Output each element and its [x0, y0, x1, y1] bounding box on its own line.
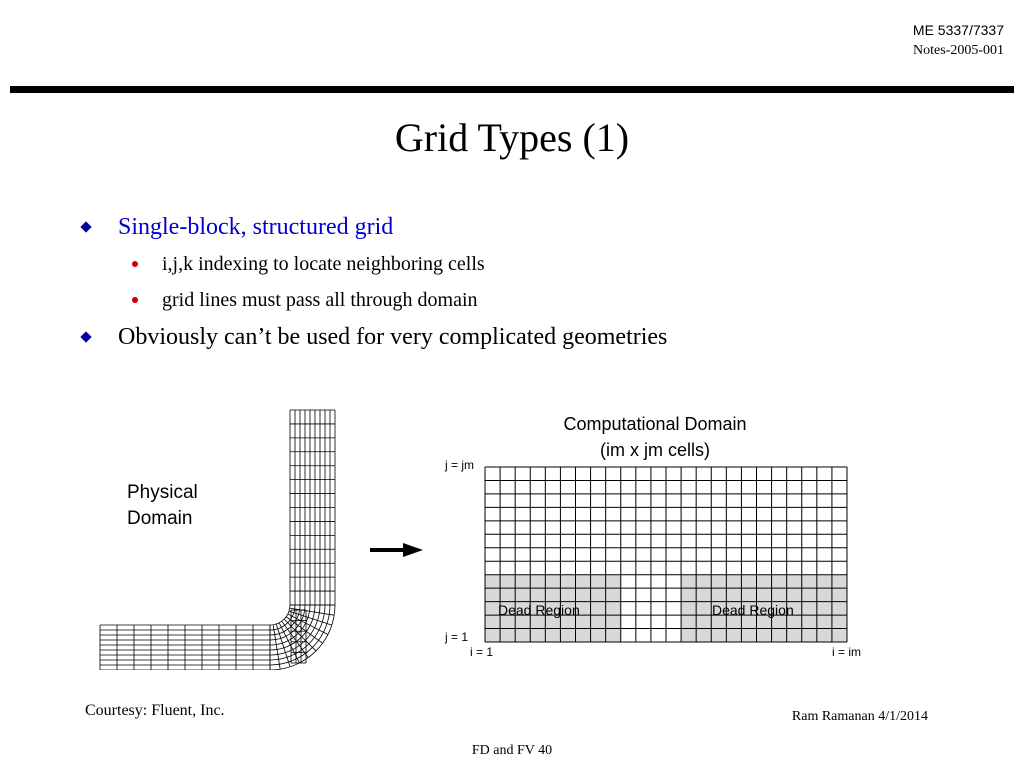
sub-bullet-grid-lines [80, 282, 994, 318]
slide-title: Grid Types (1) [394, 115, 630, 160]
courtesy-note: Courtesy: Fluent, Inc. [85, 702, 225, 719]
i-right-label: i = im [832, 645, 862, 659]
diamond-bullet-icon [80, 221, 91, 232]
dead-region-label-left: Dead Region [498, 602, 580, 618]
dead-region-label-right: Dead Region [712, 602, 794, 618]
header-rule [10, 86, 1014, 93]
diamond-bullet-icon [80, 331, 91, 342]
sub-bullet-text: i,j,k indexing to locate neighboring cells [162, 253, 485, 275]
bullet-single-block [80, 208, 994, 246]
notes-id: Notes-2005-001 [913, 43, 1004, 58]
dot-bullet-icon [132, 297, 138, 303]
sub-bullet-text: grid lines must pass all through domain [162, 289, 478, 311]
computational-domain-title: Computational Domain [563, 414, 747, 434]
bullet-text: Single-block, structured grid [118, 214, 394, 240]
j-bottom-label: j = 1 [445, 630, 469, 644]
arrow-right-icon [370, 543, 423, 557]
sub-bullet-indexing [80, 246, 994, 282]
physical-domain-grid [100, 410, 335, 670]
author-date: Ram Ramanan 4/1/2014 [791, 709, 928, 724]
bullet-text: Obviously can’t be used for very complicated geometries [118, 324, 668, 350]
bullet-complicated-geometries [80, 318, 994, 356]
page-number: FD and FV 40 [471, 743, 553, 758]
dot-bullet-icon [132, 261, 138, 267]
course-code: ME 5337/7337 [912, 22, 1004, 38]
i-left-label: i = 1 [470, 645, 494, 659]
physical-label-line1: Physical [127, 482, 198, 503]
bullet-list [80, 208, 994, 356]
j-top-label: j = jm [445, 458, 475, 472]
physical-label-line2: Domain [127, 508, 193, 529]
grid-figure [95, 405, 895, 670]
computational-domain-subtitle: (im x jm cells) [600, 440, 710, 460]
